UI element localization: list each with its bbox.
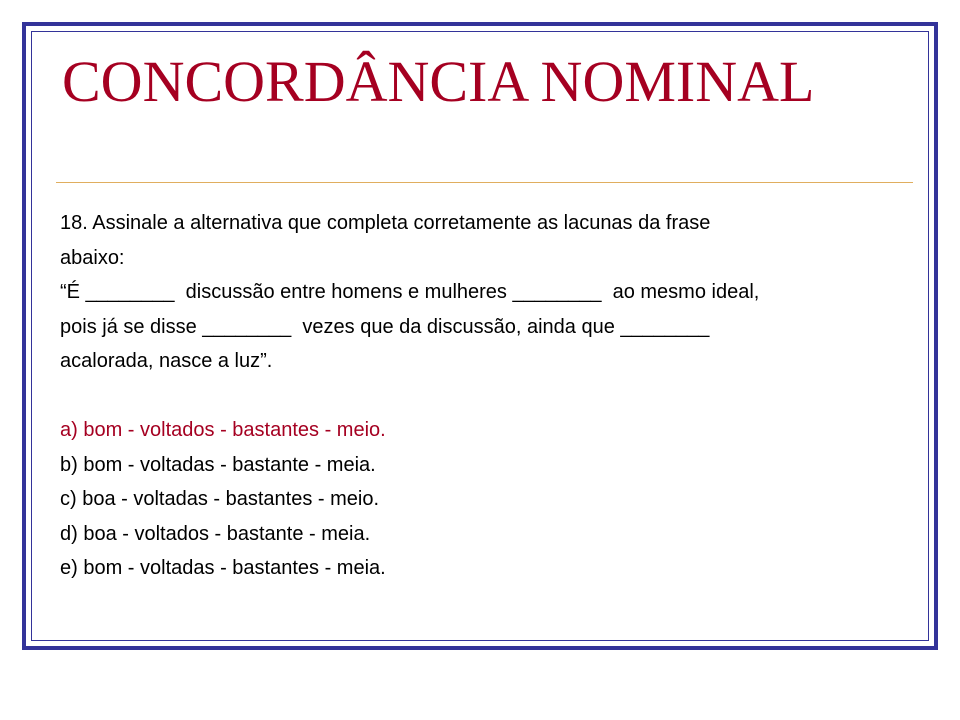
question-line-5: acalorada, nasce a luz”.	[60, 350, 273, 372]
option-d: d) boa - voltados - bastante - meia.	[60, 522, 371, 545]
question-line-2: abaixo:	[60, 246, 125, 269]
question-line-4: pois já se disse ________ vezes que da discussão, ainda que ________	[60, 315, 710, 338]
title-divider	[56, 182, 913, 183]
question-line-1: 18. Assinale a alternativa que completa corretamente as lacunas da frase	[60, 212, 711, 234]
option-a: a) bom - voltados - bastantes - meio.	[60, 419, 386, 441]
paragraph-gap	[60, 379, 900, 414]
option-e: e) bom - voltadas - bastantes - meia.	[60, 557, 386, 579]
option-b: b) bom - voltadas - bastante - meia.	[60, 453, 376, 476]
slide-title: CONCORDÂNCIA NOMINAL	[62, 49, 815, 114]
question-body	[60, 206, 900, 586]
option-c: c) boa - voltadas - bastantes - meio.	[60, 488, 380, 510]
question-line-3: “É ________ discussão entre homens e mulheres ________ ao mesmo ideal,	[60, 281, 760, 303]
